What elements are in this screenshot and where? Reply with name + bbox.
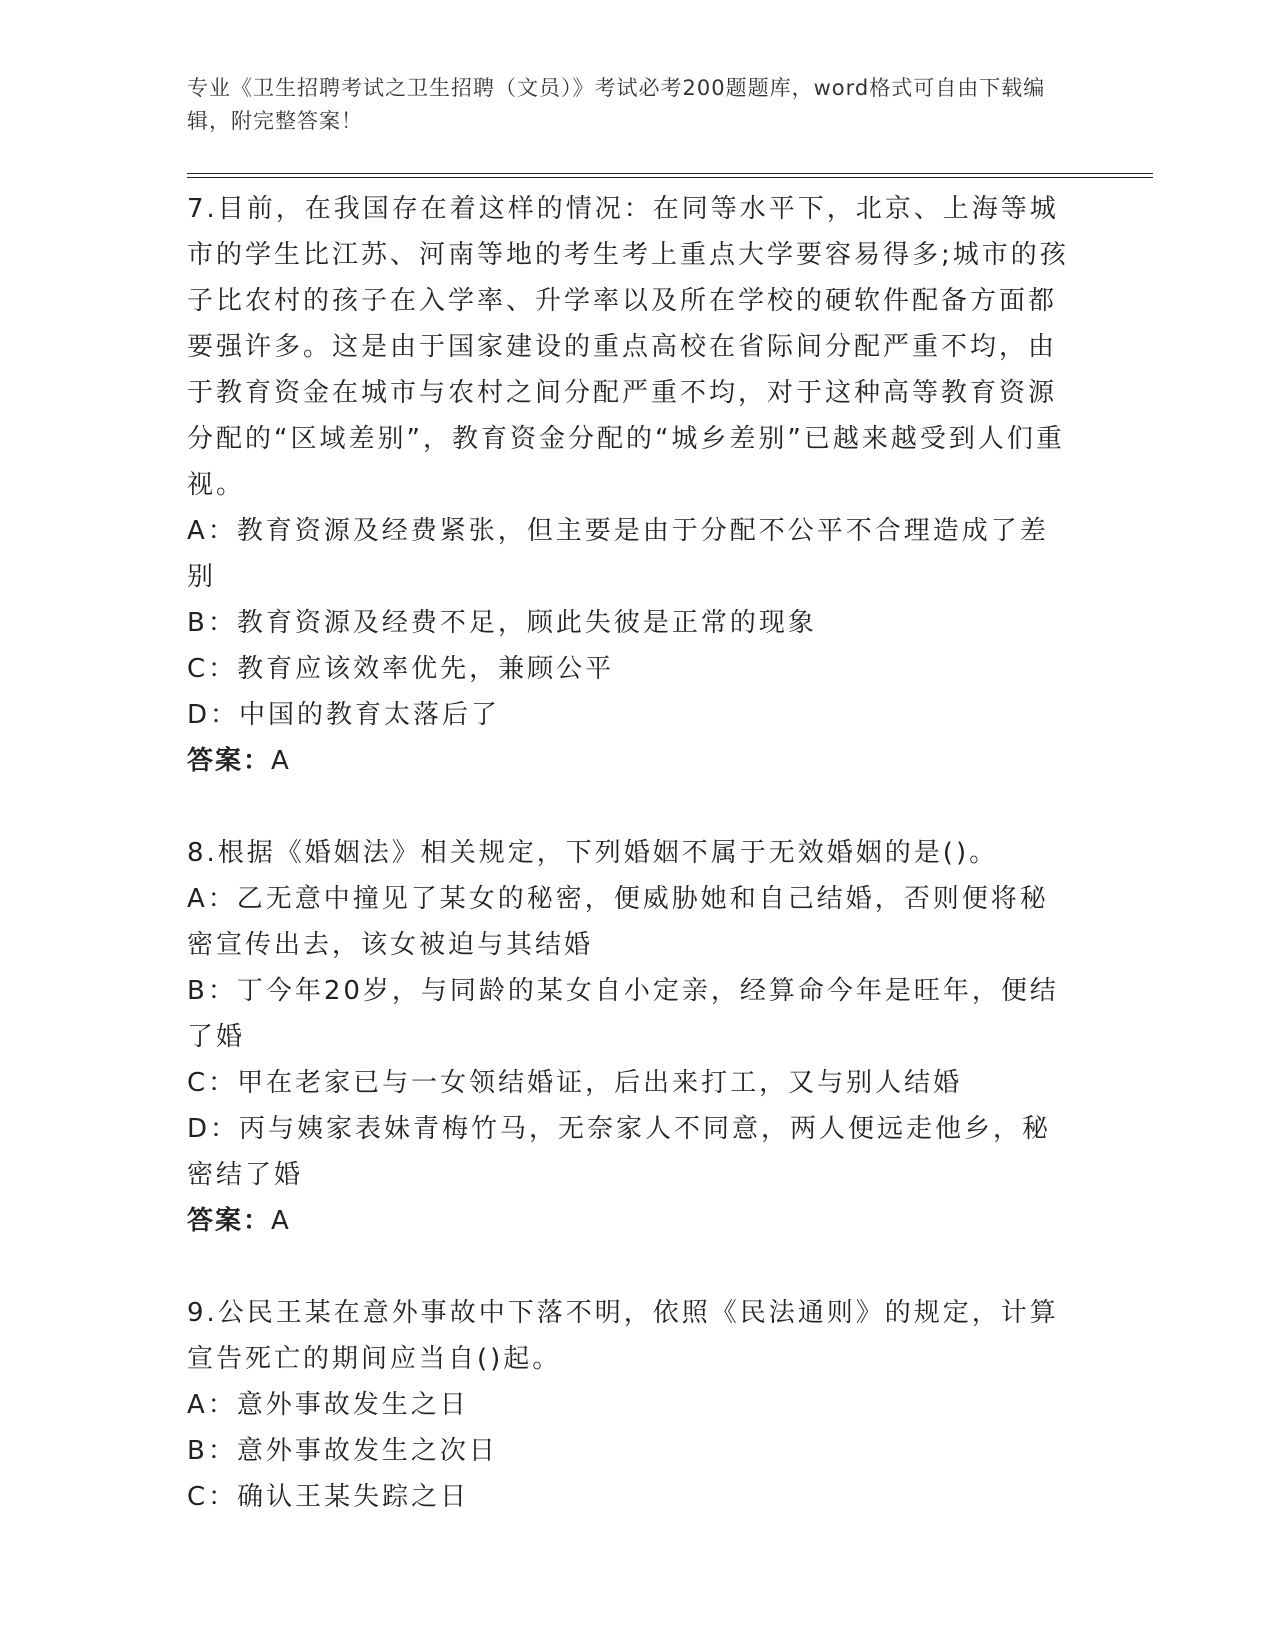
answer-line [187, 1198, 1077, 1244]
question-9 [187, 1290, 1077, 1520]
header-divider-top [187, 173, 1153, 174]
option-b: B：意外事故发生之次日 [187, 1436, 498, 1466]
answer-label: 答案： [187, 746, 272, 776]
question-stem: 8.根据《婚姻法》相关规定，下列婚姻不属于无效婚姻的是()。 [187, 838, 999, 868]
question-7 [187, 186, 1077, 784]
header-divider-bottom [187, 177, 1153, 178]
question-spacer [187, 784, 1077, 830]
option-c: C：教育应该效率优先，兼顾公平 [187, 654, 615, 684]
question-spacer [187, 1244, 1077, 1290]
option-d: D：中国的教育太落后了 [187, 700, 501, 730]
option-b: B：教育资源及经费不足，顾此失彼是正常的现象 [187, 608, 817, 638]
question-list [187, 186, 1077, 1520]
question-stem: 7.目前，在我国存在着这样的情况：在同等水平下，北京、上海等城市的学生比江苏、河南等地的考生考上重点大学要容易得多;城市的孩子比农村的孩子在入学率、升学率以及所在学校的硬软件配备方面都要强许多。这是由于国家建设的重点高校在省际间分配严重不均，由于教育资金在城市与农村之间分配严重不均，对于这种高等教育资源分配的“区域差别”，教育资金分配的“城乡差别”已越来越受到人们重视。 [187, 194, 1069, 500]
answer-value: A [271, 746, 292, 776]
answer-line [187, 738, 1077, 784]
option-d: D：丙与姨家表妹青梅竹马，无奈家人不同意，两人便远走他乡，秘密结了婚 [187, 1114, 1052, 1190]
option-c: C：确认王某失踪之日 [187, 1482, 470, 1512]
option-a: A：教育资源及经费紧张，但主要是由于分配不公平不合理造成了差别 [187, 516, 1049, 592]
question-stem: 9.公民王某在意外事故中下落不明，依照《民法通则》的规定，计算宣告死亡的期间应当自()起。 [187, 1298, 1059, 1374]
answer-value: A [271, 1206, 292, 1236]
option-a: A：乙无意中撞见了某女的秘密，便威胁她和自己结婚，否则便将秘密宣传出去，该女被迫与其结婚 [187, 884, 1049, 960]
question-8 [187, 830, 1077, 1244]
option-a: A：意外事故发生之日 [187, 1390, 469, 1420]
document-header [187, 72, 1067, 138]
answer-label: 答案： [187, 1206, 272, 1236]
option-b: B：丁今年20岁，与同龄的某女自小定亲，经算命今年是旺年，便结了婚 [187, 976, 1059, 1052]
header-text: 专业《卫生招聘考试之卫生招聘（文员）》考试必考200题题库，word格式可自由下载编辑，附完整答案！ [187, 76, 1046, 133]
option-c: C：甲在老家已与一女领结婚证，后出来打工，又与别人结婚 [187, 1068, 963, 1098]
